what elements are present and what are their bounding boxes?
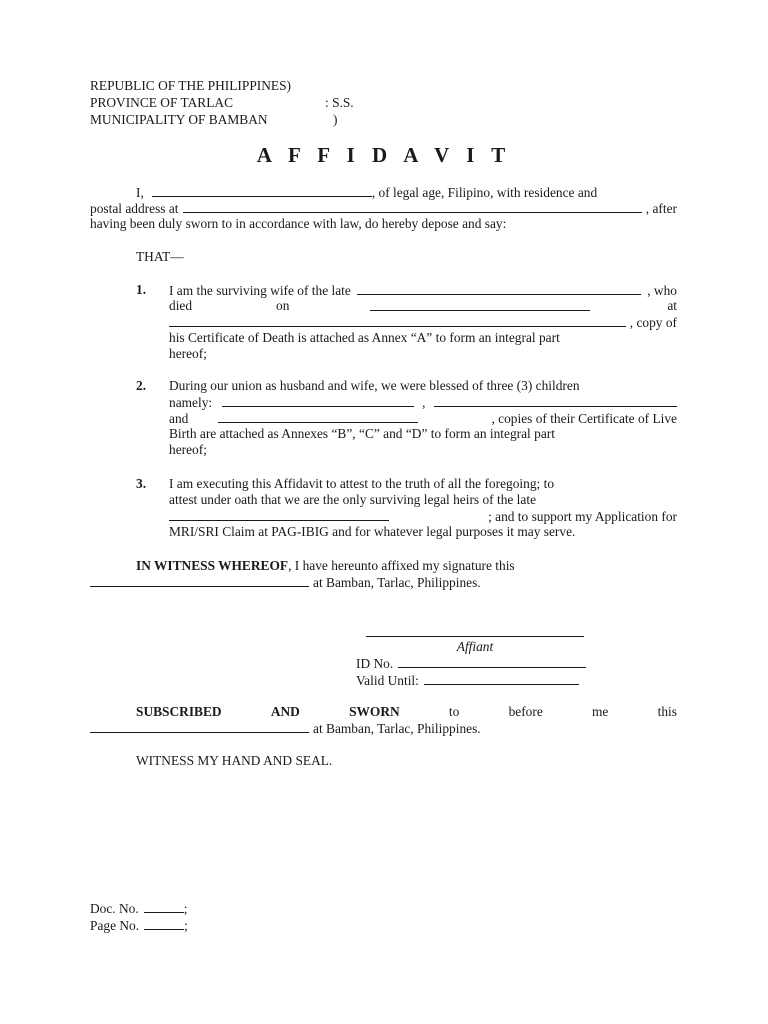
item-1-text-a: I am the surviving wife of the late — [169, 283, 351, 298]
caption-municipality-label: MUNICIPALITY OF BAMBAN — [90, 112, 268, 127]
intro-line-2 — [90, 200, 677, 216]
intro-i: I, — [136, 185, 144, 200]
witness-line-1 — [136, 558, 677, 574]
item-2-comma: , — [422, 395, 426, 410]
item-3-line-2: attest under oath that we are the only surviving legal heirs of the late — [169, 492, 537, 507]
address-blank[interactable] — [183, 200, 642, 213]
item-2-copies: , copies of their Certificate of Live — [491, 411, 677, 426]
page-no-semicolon: ; — [184, 918, 188, 933]
me-word: me — [592, 704, 609, 719]
doc-no-blank[interactable] — [144, 900, 184, 913]
that-heading: THAT— — [136, 249, 184, 264]
id-no-blank[interactable] — [398, 655, 586, 668]
doc-no-line — [90, 900, 187, 916]
item-1-copy-of: , copy of — [629, 315, 677, 330]
witness-date-blank[interactable] — [90, 574, 309, 587]
item-2-line-5: hereof; — [169, 442, 207, 457]
item-3-number: 3. — [136, 476, 147, 491]
page-no-blank[interactable] — [144, 917, 184, 930]
subscribed-line-2 — [90, 720, 481, 736]
affiant-signature-line[interactable] — [366, 636, 584, 637]
death-place-blank[interactable] — [169, 314, 626, 327]
child-2-blank[interactable] — [434, 394, 678, 407]
item-3-line-3 — [169, 508, 677, 524]
before-word: before — [508, 704, 543, 719]
document-title: A F F I D A V I T — [256, 143, 512, 167]
item-3-support: ; and to support my Application for — [488, 509, 677, 524]
item-3-line-4: MRI/SRI Claim at PAG-IBIG and for whatever legal purposes it may serve. — [169, 524, 576, 539]
caption-paren: ) — [333, 112, 338, 127]
witness-whereof: IN WITNESS WHEREOF — [136, 558, 289, 573]
witness-place: at Bamban, Tarlac, Philippines. — [313, 575, 481, 590]
affiant-label: Affiant — [456, 639, 494, 654]
item-2-namely: namely: — [169, 395, 213, 410]
subscribed-place: at Bamban, Tarlac, Philippines. — [313, 721, 481, 736]
caption-ss: : S.S. — [325, 95, 354, 110]
page-no-label: Page No. — [90, 918, 140, 933]
item-2-number: 2. — [136, 378, 147, 393]
item-1-number: 1. — [136, 282, 147, 297]
id-no-line — [356, 655, 586, 671]
witness-line-2 — [90, 574, 481, 590]
id-no-label: ID No. — [356, 656, 394, 671]
caption-province-label: PROVINCE OF TARLAC — [90, 95, 234, 110]
item-2-line-4: Birth are attached as Annexes “B”, “C” and “D” to form an integral part — [169, 426, 555, 441]
late-name-blank[interactable] — [169, 508, 389, 521]
caption-province — [90, 95, 354, 111]
intro-after-address: , after — [645, 201, 677, 216]
child-1-blank[interactable] — [222, 394, 414, 407]
witness-rest: , I have hereunto affixed my signature this — [288, 558, 515, 573]
item-2-line-3 — [169, 410, 677, 426]
item-3-line-1: I am executing this Affidavit to attest to the truth of all the foregoing; to — [169, 476, 555, 491]
item-1-line-4: his Certificate of Death is attached as Annex “A” to form an integral part — [169, 330, 560, 345]
item-1-died: died — [169, 298, 193, 313]
valid-until-blank[interactable] — [424, 672, 579, 685]
subscribed-date-blank[interactable] — [90, 720, 309, 733]
item-2-and: and — [169, 411, 189, 426]
doc-no-label: Doc. No. — [90, 901, 139, 916]
child-3-blank[interactable] — [218, 410, 418, 423]
item-2-line-1: During our union as husband and wife, we were blessed of three (3) children — [169, 378, 580, 393]
item-2-line-2 — [169, 394, 677, 410]
intro-after-name: , of legal age, Filipino, with residence and — [371, 185, 598, 200]
page-no-line — [90, 917, 188, 933]
deceased-name-blank[interactable] — [357, 282, 641, 295]
caption-municipality — [90, 112, 338, 128]
intro-postal: postal address at — [90, 201, 179, 216]
name-blank[interactable] — [152, 184, 372, 197]
subscribed-word: SUBSCRIBED — [136, 704, 222, 719]
valid-until-line — [356, 672, 579, 688]
and-word: AND — [270, 704, 300, 719]
valid-until-label: Valid Until: — [356, 673, 419, 688]
item-1-line-1 — [169, 282, 677, 298]
caption-republic: REPUBLIC OF THE PHILIPPINES) — [90, 78, 292, 93]
death-date-blank[interactable] — [370, 298, 590, 311]
to-word: to — [448, 704, 460, 719]
intro-line-1 — [136, 184, 677, 200]
item-1-at: at — [667, 298, 677, 313]
item-1-line-2 — [169, 298, 677, 314]
item-1-who: , who — [647, 283, 677, 298]
this-word: this — [657, 704, 677, 719]
subscribed-line-1 — [136, 704, 677, 720]
item-1-line-3 — [169, 314, 677, 330]
intro-line-3: having been duly sworn to in accordance with law, do hereby depose and say: — [90, 216, 507, 231]
hand-and-seal: WITNESS MY HAND AND SEAL. — [136, 753, 333, 768]
item-1-line-5: hereof; — [169, 346, 207, 361]
sworn-word: SWORN — [349, 704, 400, 719]
doc-no-semicolon: ; — [183, 901, 188, 916]
item-1-on: on — [276, 298, 290, 313]
